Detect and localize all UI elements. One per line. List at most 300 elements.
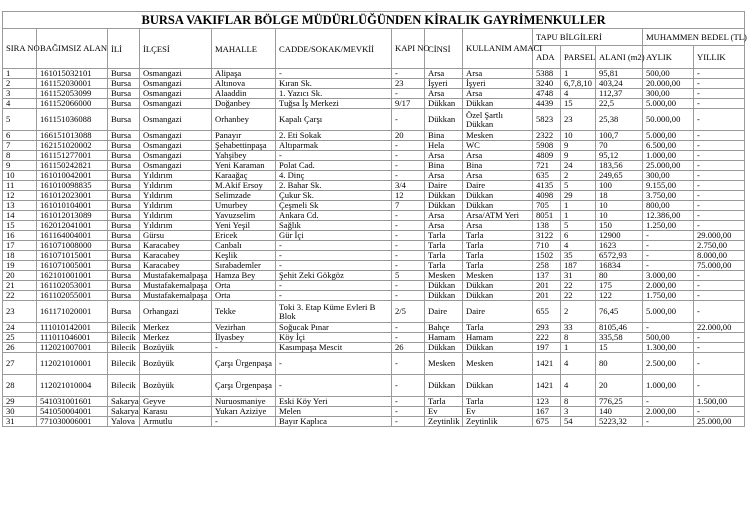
cell-ada: 721 [533,161,561,171]
cell-ada: 1421 [533,375,561,397]
cell-kullanim-amaci: WC [463,141,533,151]
cell-cadde: Kasımpaşa Mescit [276,343,392,353]
cell-bagimsiz-alan: 166151013088 [37,131,108,141]
cell-kullanim-amaci: Dükkan [463,343,533,353]
cell-ilce: Orhangazi [140,301,212,323]
cell-alani: 16834 [596,261,643,271]
cell-alani: 776,25 [596,397,643,407]
table-row [3,251,745,261]
cell-yillik: - [694,171,745,181]
cell-ilce: Osmangazi [140,109,212,131]
cell-kapi-no: 2/5 [392,301,425,323]
header-cinsi: CİNSİ [425,29,463,69]
header-yillik: YILLIK [694,46,745,69]
cell-yillik: - [694,271,745,281]
cell-alani: 183,56 [596,161,643,171]
cell-aylik: 9.155,00 [643,181,694,191]
cell-bagimsiz-alan: 112021010001 [37,353,108,375]
cell-cinsi: İşyeri [425,79,463,89]
table-row [3,201,745,211]
cell-cinsi: Arsa [425,89,463,99]
cell-il: Bursa [108,241,140,251]
cell-kullanim-amaci: Arsa [463,89,533,99]
cell-cinsi: Zeytinlik [425,417,463,427]
rental-properties-table [2,11,745,427]
cell-ada: 201 [533,281,561,291]
header-sira-no: SIRA NO [3,29,37,69]
cell-sira-no: 29 [3,397,37,407]
cell-kapi-no: - [392,417,425,427]
cell-cadde: - [276,261,392,271]
cell-ilce: Mustafakemalpaşa [140,291,212,301]
cell-yillik: - [694,211,745,221]
cell-mahalle: Vezirhan [212,323,276,333]
cell-cinsi: Tarla [425,231,463,241]
cell-yillik: - [694,109,745,131]
cell-cadde: - [276,353,392,375]
cell-mahalle: Yahşibey [212,151,276,161]
table-row [3,417,745,427]
cell-bagimsiz-alan: 162101001001 [37,271,108,281]
cell-bagimsiz-alan: 161102053001 [37,281,108,291]
cell-parsel: 31 [561,271,596,281]
cell-alani: 6572,93 [596,251,643,261]
cell-ilce: Karacabey [140,241,212,251]
cell-parsel: 35 [561,251,596,261]
cell-kapi-no: - [392,281,425,291]
cell-ada: 635 [533,171,561,181]
cell-kullanim-amaci: Özel Şartlı Dükkan [463,109,533,131]
cell-bagimsiz-alan: 161071015001 [37,251,108,261]
cell-ilce: Bozüyük [140,343,212,353]
cell-aylik: - [643,417,694,427]
cell-cadde: - [276,151,392,161]
cell-parsel: 22 [561,291,596,301]
cell-cinsi: Dükkan [425,201,463,211]
cell-kullanim-amaci: Mesken [463,353,533,375]
cell-bagimsiz-alan: 541050004001 [37,407,108,417]
cell-kapi-no: 7 [392,201,425,211]
table-row [3,333,745,343]
cell-parsel: 4 [561,89,596,99]
cell-aylik: 12.386,00 [643,211,694,221]
cell-mahalle: Karaağaç [212,171,276,181]
cell-kapi-no: - [392,397,425,407]
cell-aylik: 1.000,00 [643,375,694,397]
cell-sira-no: 6 [3,131,37,141]
cell-aylik: 5.000,00 [643,99,694,109]
cell-yillik: - [694,221,745,231]
table-row [3,221,745,231]
table-row [3,211,745,221]
cell-ilce: Geyve [140,397,212,407]
cell-ilce: Osmangazi [140,69,212,79]
cell-aylik: 2.000,00 [643,281,694,291]
cell-parsel: 6 [561,231,596,241]
cell-ilce: Osmangazi [140,79,212,89]
cell-il: Bursa [108,211,140,221]
cell-bagimsiz-alan: 161152030001 [37,79,108,89]
cell-mahalle: Nuruosmaniye [212,397,276,407]
cell-il: Bursa [108,141,140,151]
cell-sira-no: 8 [3,151,37,161]
cell-mahalle: Ericek [212,231,276,241]
cell-il: Bursa [108,251,140,261]
cell-cinsi: Dükkan [425,109,463,131]
cell-cinsi: Dükkan [425,99,463,109]
cell-cinsi: Arsa [425,211,463,221]
header-bagimsiz-alan: BAĞIMSIZ ALAN [37,29,108,69]
cell-alani: 335,58 [596,333,643,343]
table-row [3,181,745,191]
cell-kullanim-amaci: Arsa/ATM Yeri [463,211,533,221]
table-row [3,343,745,353]
cell-ilce: Armutlu [140,417,212,427]
cell-cinsi: Mesken [425,353,463,375]
cell-yillik: - [694,201,745,211]
table-row [3,89,745,99]
cell-il: Bursa [108,151,140,161]
cell-il: Bursa [108,221,140,231]
cell-aylik: 2.500,00 [643,353,694,375]
cell-mahalle: Altınova [212,79,276,89]
cell-kapi-no: - [392,291,425,301]
cell-sira-no: 16 [3,231,37,241]
cell-ada: 4098 [533,191,561,201]
cell-cinsi: Tarla [425,261,463,271]
cell-cinsi: Hamam [425,333,463,343]
cell-ada: 1421 [533,353,561,375]
header-aylik: AYLIK [643,46,694,69]
cell-ilce: Gürsu [140,231,212,241]
cell-alani: 95,81 [596,69,643,79]
table-row [3,323,745,333]
cell-yillik: - [694,343,745,353]
cell-aylik: - [643,323,694,333]
cell-cadde: - [276,251,392,261]
cell-alani: 70 [596,141,643,151]
cell-yillik: - [694,99,745,109]
cell-cinsi: Arsa [425,221,463,231]
cell-aylik: 5.000,00 [643,131,694,141]
cell-parsel: 8 [561,397,596,407]
cell-aylik: - [643,397,694,407]
cell-yillik: 8.000,00 [694,251,745,261]
page-title: BURSA VAKIFLAR BÖLGE MÜDÜRLÜĞÜNDEN KİRALIK GAYRİMENKULLER [3,12,745,29]
cell-aylik: 800,00 [643,201,694,211]
cell-sira-no: 1 [3,69,37,79]
cell-yillik: - [694,353,745,375]
cell-aylik: - [643,251,694,261]
cell-parsel: 29 [561,191,596,201]
cell-bagimsiz-alan: 161152053099 [37,89,108,99]
table-row [3,281,745,291]
cell-bagimsiz-alan: 111010142001 [37,323,108,333]
cell-mahalle: Yukarı Aziziye [212,407,276,417]
cell-parsel: 6,7,8,10 [561,79,596,89]
cell-parsel: 23 [561,109,596,131]
cell-kapi-no: - [392,171,425,181]
cell-mahalle: Orhanbey [212,109,276,131]
cell-yillik: 75.000,00 [694,261,745,271]
cell-cinsi: Bina [425,161,463,171]
cell-parsel: 2 [561,301,596,323]
cell-bagimsiz-alan: 161151036088 [37,109,108,131]
cell-sira-no: 13 [3,201,37,211]
cell-parsel: 4 [561,375,596,397]
cell-alani: 15 [596,343,643,353]
cell-il: Bursa [108,261,140,271]
cell-sira-no: 26 [3,343,37,353]
cell-sira-no: 19 [3,261,37,271]
table-row [3,353,745,375]
cell-parsel: 1 [561,201,596,211]
cell-bagimsiz-alan: 161010042001 [37,171,108,181]
cell-yillik: 2.750,00 [694,241,745,251]
table-row [3,261,745,271]
cell-alani: 10 [596,211,643,221]
cell-ada: 138 [533,221,561,231]
cell-aylik: - [643,241,694,251]
cell-ada: 1502 [533,251,561,261]
cell-kapi-no: - [392,151,425,161]
cell-cadde: Toki 3. Etap Küme Evleri B Blok [276,301,392,323]
cell-ilce: Osmangazi [140,161,212,171]
cell-ilce: Osmangazi [140,131,212,141]
cell-kapi-no: - [392,261,425,271]
cell-bagimsiz-alan: 161164004001 [37,231,108,241]
cell-mahalle: Keşlik [212,251,276,261]
cell-kapi-no: - [392,251,425,261]
cell-ilce: Mustafakemalpaşa [140,271,212,281]
cell-alani: 80 [596,271,643,281]
cell-sira-no: 23 [3,301,37,323]
cell-parsel: 54 [561,417,596,427]
cell-alani: 5223,32 [596,417,643,427]
cell-il: Bursa [108,181,140,191]
cell-alani: 25,38 [596,109,643,131]
cell-il: Bursa [108,79,140,89]
cell-bagimsiz-alan: 161151277001 [37,151,108,161]
cell-kullanim-amaci: İşyeri [463,79,533,89]
cell-bagimsiz-alan: 112021007001 [37,343,108,353]
cell-il: Bursa [108,109,140,131]
cell-cinsi: Bahçe [425,323,463,333]
cell-ada: 5388 [533,69,561,79]
cell-cadde: Çeşmeli Sk [276,201,392,211]
cell-kullanim-amaci: Dükkan [463,191,533,201]
cell-cinsi: Arsa [425,69,463,79]
cell-sira-no: 17 [3,241,37,251]
cell-alani: 18 [596,191,643,201]
cell-mahalle: Hamza Bey [212,271,276,281]
cell-cinsi: Daire [425,301,463,323]
cell-aylik: 25.000,00 [643,161,694,171]
cell-bagimsiz-alan: 112021010004 [37,375,108,397]
cell-cinsi: Tarla [425,241,463,251]
cell-sira-no: 7 [3,141,37,151]
cell-il: Bursa [108,271,140,281]
cell-parsel: 15 [561,99,596,109]
cell-ada: 3240 [533,79,561,89]
cell-aylik: - [643,261,694,271]
cell-cadde: Sağlık [276,221,392,231]
cell-il: Yalova [108,417,140,427]
cell-aylik: 1.250,00 [643,221,694,231]
cell-yillik: - [694,333,745,343]
cell-kullanim-amaci: Dükkan [463,375,533,397]
cell-sira-no: 4 [3,99,37,109]
cell-ada: 5908 [533,141,561,151]
cell-alani: 8105,46 [596,323,643,333]
cell-parsel: 5 [561,221,596,231]
cell-cadde: Soğucak Pınar [276,323,392,333]
cell-parsel: 4 [561,353,596,375]
cell-il: Bursa [108,231,140,241]
cell-cadde: Şehit Zeki Gökgöz [276,271,392,281]
cell-yillik: - [694,375,745,397]
cell-mahalle: Doğanbey [212,99,276,109]
cell-bagimsiz-alan: 161102055001 [37,291,108,301]
cell-aylik: 300,00 [643,171,694,181]
cell-sira-no: 11 [3,181,37,191]
cell-kapi-no: 5 [392,271,425,281]
cell-kapi-no: - [392,407,425,417]
cell-ada: 201 [533,291,561,301]
table-row [3,191,745,201]
cell-bagimsiz-alan: 162012041001 [37,221,108,231]
cell-alani: 10 [596,201,643,211]
cell-ada: 4748 [533,89,561,99]
cell-mahalle: Canbalı [212,241,276,251]
cell-sira-no: 5 [3,109,37,131]
cell-alani: 20 [596,375,643,397]
cell-cadde: 4. Dinç [276,171,392,181]
cell-alani: 100 [596,181,643,191]
cell-ada: 710 [533,241,561,251]
cell-cadde: Kıran Sk. [276,79,392,89]
cell-kapi-no: - [392,231,425,241]
cell-ada: 8051 [533,211,561,221]
table-row [3,161,745,171]
table-row [3,141,745,151]
cell-sira-no: 25 [3,333,37,343]
cell-parsel: 10 [561,131,596,141]
cell-bagimsiz-alan: 111011046001 [37,333,108,343]
cell-parsel: 22 [561,281,596,291]
cell-kullanim-amaci: Tarla [463,231,533,241]
cell-kapi-no: 12 [392,191,425,201]
cell-kapi-no: - [392,89,425,99]
cell-alani: 140 [596,407,643,417]
cell-kapi-no: 3/4 [392,181,425,191]
cell-kullanim-amaci: Dükkan [463,281,533,291]
cell-mahalle: Umurbey [212,201,276,211]
cell-parsel: 1 [561,343,596,353]
cell-cinsi: Dükkan [425,343,463,353]
cell-ilce: Osmangazi [140,141,212,151]
cell-bagimsiz-alan: 541031001601 [37,397,108,407]
cell-cinsi: Arsa [425,151,463,161]
cell-bagimsiz-alan: 771030006001 [37,417,108,427]
cell-cinsi: Dükkan [425,291,463,301]
cell-mahalle: Şehabettinpaşa [212,141,276,151]
cell-aylik: 1.750,00 [643,291,694,301]
cell-il: Bilecik [108,353,140,375]
cell-il: Sakarya [108,397,140,407]
header-parsel: PARSEL [561,46,596,69]
table-body [3,69,745,427]
cell-bagimsiz-alan: 161171020001 [37,301,108,323]
cell-ada: 4135 [533,181,561,191]
cell-ada: 222 [533,333,561,343]
cell-alani: 249,65 [596,171,643,181]
cell-kullanim-amaci: Daire [463,301,533,323]
cell-cadde: 2. Bahar Sk. [276,181,392,191]
cell-parsel: 187 [561,261,596,271]
cell-ada: 675 [533,417,561,427]
cell-il: Bursa [108,131,140,141]
cell-il: Bursa [108,191,140,201]
cell-aylik: 6.500,00 [643,141,694,151]
cell-cadde: Kapalı Çarşı [276,109,392,131]
cell-aylik: 300,00 [643,89,694,99]
cell-kullanim-amaci: Dükkan [463,99,533,109]
cell-bagimsiz-alan: 161010098835 [37,181,108,191]
cell-cadde: - [276,291,392,301]
cell-cinsi: Bina [425,131,463,141]
cell-kapi-no: - [392,323,425,333]
cell-il: Sakarya [108,407,140,417]
cell-kullanim-amaci: Dükkan [463,291,533,301]
cell-ilce: Yıldırım [140,201,212,211]
cell-aylik: 2.000,00 [643,407,694,417]
cell-bagimsiz-alan: 161012013089 [37,211,108,221]
cell-aylik: 500,00 [643,69,694,79]
cell-ilce: Bozüyük [140,353,212,375]
cell-ada: 258 [533,261,561,271]
cell-kapi-no: 9/17 [392,99,425,109]
cell-ilce: Karasu [140,407,212,417]
cell-il: Bilecik [108,323,140,333]
cell-cinsi: Dükkan [425,375,463,397]
cell-yillik: 25.000,00 [694,417,745,427]
cell-mahalle: Tekke [212,301,276,323]
cell-il: Bursa [108,281,140,291]
table-row [3,241,745,251]
cell-kullanim-amaci: Dükkan [463,201,533,211]
cell-aylik: - [643,231,694,241]
cell-cadde: Gür İçi [276,231,392,241]
cell-cadde: 1. Yazıcı Sk. [276,89,392,99]
cell-alani: 22,5 [596,99,643,109]
cell-alani: 1623 [596,241,643,251]
cell-aylik: 20.000,00 [643,79,694,89]
cell-ada: 3122 [533,231,561,241]
cell-kullanim-amaci: Tarla [463,323,533,333]
cell-parsel: 24 [561,161,596,171]
cell-alani: 403,24 [596,79,643,89]
cell-sira-no: 10 [3,171,37,181]
cell-mahalle: Çarşı Ürgenpaşa [212,353,276,375]
cell-kapi-no: - [392,333,425,343]
cell-sira-no: 24 [3,323,37,333]
cell-sira-no: 12 [3,191,37,201]
cell-kullanim-amaci: Arsa [463,151,533,161]
cell-sira-no: 28 [3,375,37,397]
cell-mahalle: Yavuzselim [212,211,276,221]
cell-il: Bilecik [108,343,140,353]
